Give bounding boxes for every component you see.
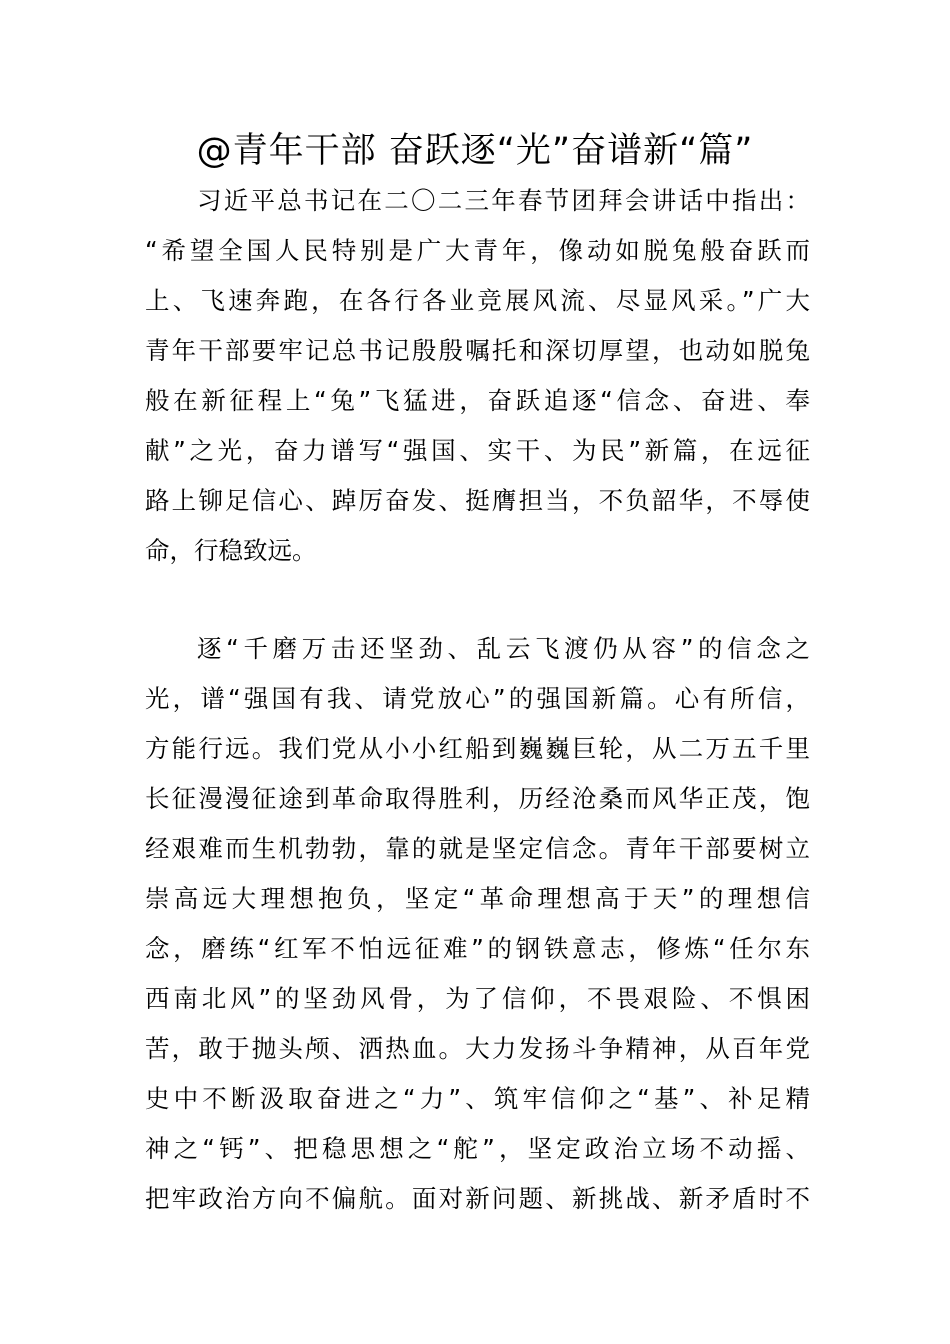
text-line: 西南北风”的坚劲风骨，为了信仰，不畏艰险、不惧困: [145, 984, 810, 1013]
text-line: 把牢政治方向不偏航。面对新问题、新挑战、新矛盾时不: [145, 1184, 810, 1213]
text-line: 神之“钙”、把稳思想之“舵”，坚定政治立场不动摇、: [145, 1134, 810, 1163]
text-line: “希望全国人民特别是广大青年，像动如脱兔般奋跃而: [145, 236, 810, 265]
text-line: 般在新征程上“兔”飞猛进，奋跃追逐“信念、奋进、奉: [145, 386, 810, 415]
text-line: 崇高远大理想抱负，坚定“革命理想高于天”的理想信: [145, 884, 810, 913]
document-title: @青年干部 奋跃逐“光”奋谱新“篇”: [196, 131, 754, 171]
text-line: 光，谱“强国有我、请党放心”的强国新篇。心有所信，: [145, 684, 810, 713]
text-line: 经艰难而生机勃勃，靠的就是坚定信念。青年干部要树立: [145, 834, 810, 863]
text-line: 命，行稳致远。: [145, 536, 317, 565]
text-line: 逐“千磨万击还坚劲、乱云飞渡仍从容”的信念之: [197, 634, 810, 663]
text-line: 史中不断汲取奋进之“力”、筑牢信仰之“基”、补足精: [145, 1084, 810, 1113]
text-line: 方能行远。我们党从小小红船到巍巍巨轮，从二万五千里: [145, 734, 810, 763]
text-line: 青年干部要牢记总书记殷殷嘱托和深切厚望，也动如脱兔: [145, 336, 810, 365]
text-line: 上、飞速奔跑，在各行各业竞展风流、尽显风采。”广大: [145, 286, 810, 315]
paragraph-faith: [145, 624, 810, 1224]
text-line: 念，磨练“红军不怕远征难”的钢铁意志，修炼“任尔东: [145, 934, 810, 963]
text-line: 苦，敢于抛头颅、洒热血。大力发扬斗争精神，从百年党: [145, 1034, 810, 1063]
text-line: 习近平总书记在二〇二三年春节团拜会讲话中指出：: [197, 186, 810, 215]
paragraph-intro: [145, 176, 810, 576]
text-line: 长征漫漫征途到革命取得胜利，历经沧桑而风华正茂，饱: [145, 784, 810, 813]
text-line: 献”之光，奋力谱写“强国、实干、为民”新篇，在远征: [145, 436, 810, 465]
text-line: 路上铆足信心、踔厉奋发、挺膺担当，不负韶华，不辱使: [145, 486, 810, 515]
